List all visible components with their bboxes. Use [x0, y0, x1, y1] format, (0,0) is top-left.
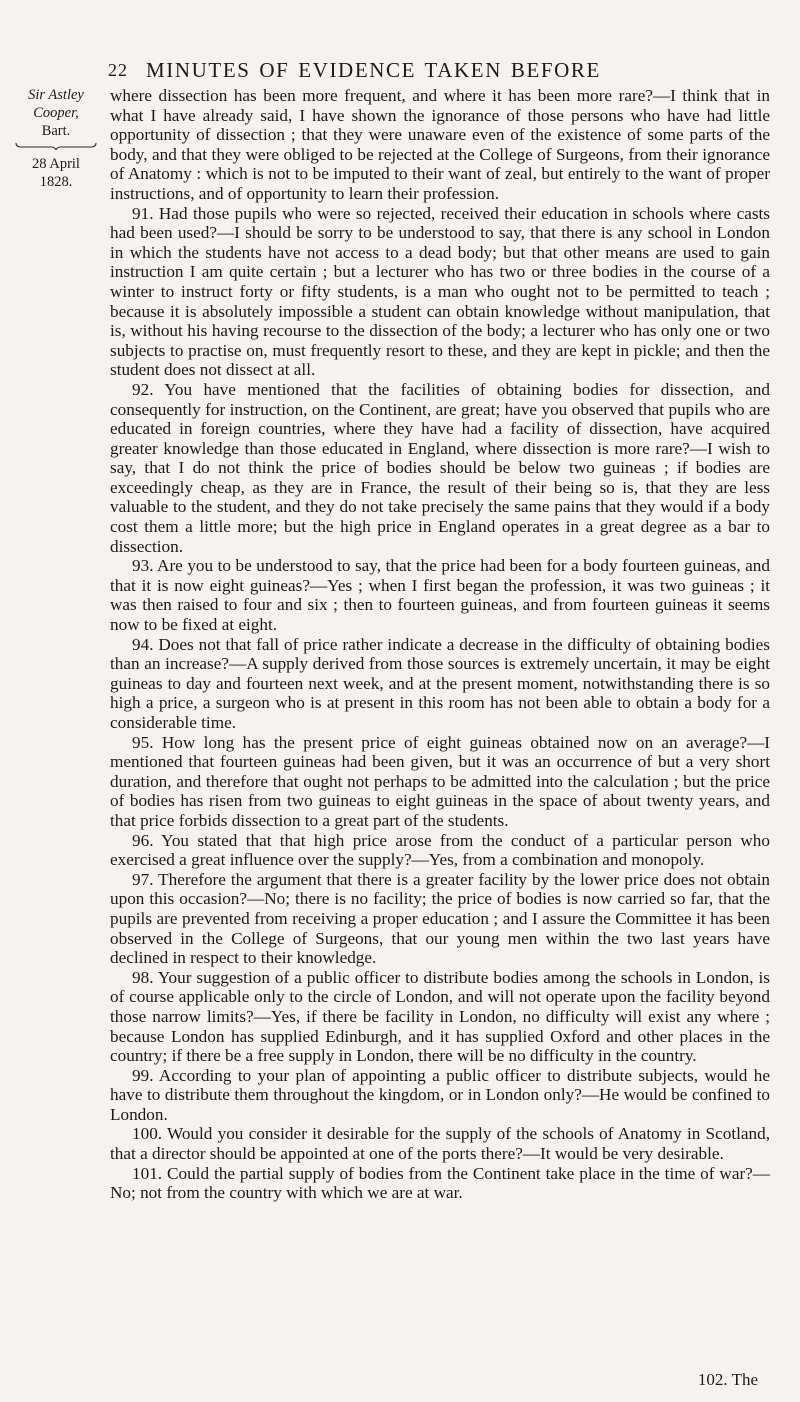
question-95: 95. How long has the present price of eight guineas obtained now on an average?—I mentioned that fourteen guineas had been given, but it was an occurrence of but a very short duration, and therefore that ought not perhaps to be admitted into the calculation ; but the price of bodies has risen from two guineas to eight guineas in the space of about twenty years, and that price forbids dissection to a great part of the students. [110, 732, 770, 830]
witness-sidenote [12, 86, 100, 191]
paragraph-continuation: where dissection has been more frequent, and where it has been more rare?—I think that in what I have already said, I have shown the ignorance of those persons who have had little opportunity of dissection ; that they were unaware even of the existence of some parts of the body, and that they were obliged to be rejected at the College of Surgeons, from their ignorance of Anatomy : which is not to be imputed to their want of zeal, but entirely to the want of proper instructions, and of opportunity to learn their profession. [110, 86, 770, 203]
witness-name: Sir Astley Cooper, [28, 87, 84, 121]
sidenote-date: 28 April [32, 156, 80, 172]
question-98: 98. Your suggestion of a public officer to distribute bodies among the schools in London, is of course applicable only to the circle of London, and will not operate upon the facility beyond those narrow limits?—Yes, if there be facility in London, no difficulty will exist any where ; because London has supplied Edinburgh, and it has supplied Oxford and other places in the country; if there be a free supply in London, there will be no difficulty in the country. [110, 967, 770, 1066]
question-101: 101. Could the partial supply of bodies from the Continent take place in the time of war?—No; not from the country with which we are at war. [110, 1163, 770, 1203]
question-92: 92. You have mentioned that the facilities of obtaining bodies for dissection, and consequently for instruction, on the Continent, are great; have you observed that pupils who are educated in foreign countries, where they have had a facility of dissection, have acquired greater knowledge than those educated in England, where dissection is more rare?—I wish to say, that I do not think the price of bodies should be below two guineas ; if bodies are exceedingly cheap, as they are in France, the result of their being so is, that they are less valuable to the student, and they do not take precisely the same pains that they would if a body cost them a little more; but the high price in England operates in a great degree as a bar to dissection. [110, 379, 770, 556]
question-91: 91. Had those pupils who were so rejected, received their education in schools where casts had been used?—I should be sorry to be understood to say, that there is any school in London in which the students have not access to a dead body; but that other means are used to gain instruction I am quite certain ; but a lecturer who has two or three bodies in the course of a winter to instruct forty or fifty students, is a man who ought not to be permitted to teach ; because it is absolutely impossible a student can obtain knowledge without manipulation, that is, without his having recourse to the dissection of the body; a lecturer who has only one or two subjects to practise on, must frequently resort to these, and they are kept in pickle; and then the student does not dissect at all. [110, 203, 770, 380]
brace-rule [15, 142, 97, 150]
sidenote-year: 1828. [39, 174, 73, 190]
page-header [0, 56, 800, 86]
question-99: 99. According to your plan of appointing a public officer to distribute subjects, would he have to distribute them throughout the kingdom, or in London only?—He would be confined to London. [110, 1065, 770, 1124]
catchword: 102. The [697, 1370, 758, 1389]
question-93: 93. Are you to be understood to say, that the price had been for a body fourteen guineas, and that it is now eight guineas?—Yes ; when I first began the profession, it was two guineas ; it was then raised to four and six ; then to fourteen guineas, and from fourteen guineas it seems now to be fixed at eight. [110, 556, 770, 635]
question-97: 97. Therefore the argument that there is a greater facility by the lower price does not obtain upon this occasion?—No; there is no facility; the price of bodies is now carried so far, that the pupils are prevented from receiving a proper education ; and I assure the Committee it has been observed in the College of Surgeons, that our young men within the two last years have declined in respect to their knowledge. [110, 869, 770, 968]
page-number: 22 [108, 60, 128, 80]
running-title: MINUTES OF EVIDENCE TAKEN BEFORE [146, 58, 601, 82]
question-96: 96. You stated that that high price arose from the conduct of a particular person who exercised a great influence over the supply?—Yes, from a combination and monopoly. [110, 830, 770, 870]
evidence-text [110, 86, 770, 1203]
question-94: 94. Does not that fall of price rather indicate a decrease in the difficulty of obtaining bodies than an increase?—A supply derived from those sources is extremely uncertain, it may be eight guineas to day and fourteen next week, and at the present moment, notwithstanding there is so high a price, a surgeon who is at present in this room has not been able to obtain a body for a considerable time. [110, 634, 770, 732]
question-100: 100. Would you consider it desirable for the supply of the schools of Anatomy in Scotland, that a director should be appointed at one of the ports there?—It would be very desirable. [110, 1124, 770, 1164]
witness-title: Bart. [41, 123, 71, 139]
